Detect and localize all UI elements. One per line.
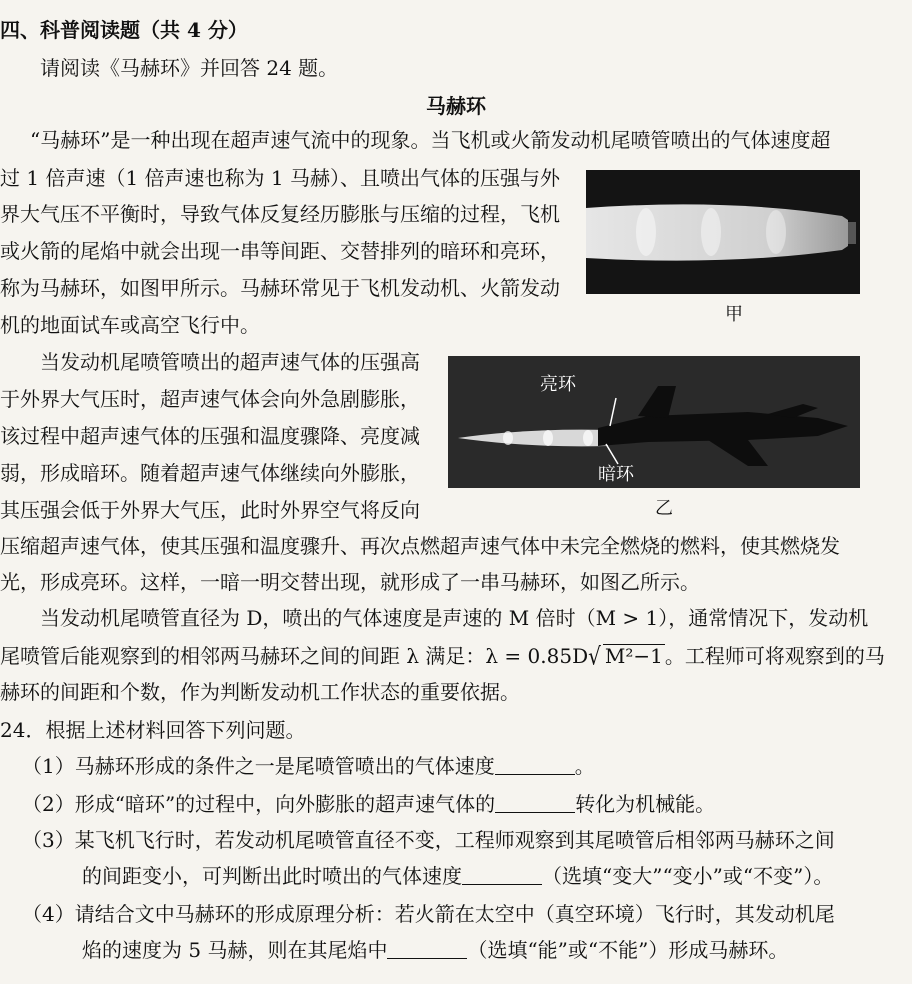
answer-blank-1[interactable] [495, 756, 575, 775]
question-3-options: （选填“变大”“变小”或“不变”）。 [542, 864, 834, 888]
paragraph-line: 于外界大气压时，超声速气体会向外急剧膨胀， [0, 387, 420, 411]
paragraph-line: 赫环的间距和个数，作为判断发动机工作状态的重要依据。 [0, 680, 520, 704]
question-3-line-1: （3）某飞机飞行时，若发动机尾喷管直径不变，工程师观察到其尾喷管后相邻两马赫环之间 [22, 828, 835, 852]
exhaust-plume-graphic [586, 170, 860, 294]
paragraph-line: 界大气压不平衡时，导致气体反复经历膨胀与压缩的过程，飞机 [0, 202, 560, 226]
section-title: 四、科普阅读题（共 4 分） [0, 18, 248, 42]
question-2 [22, 790, 715, 818]
figure-yi-caption: 乙 [655, 498, 673, 519]
paragraph-line: 过 1 倍声速（1 倍声速也称为 1 马赫）、且喷出气体的压强与外 [0, 166, 560, 190]
answer-blank-3[interactable] [462, 866, 542, 885]
formula-sqrt-content: M²−1 [604, 644, 663, 668]
question-stem: 24．根据上述材料回答下列问题。 [0, 718, 306, 742]
formula-text-post: 。工程师可将观察到的马 [664, 644, 885, 668]
formula-text-pre: 尾喷管后能观察到的相邻两马赫环之间的间距 λ 满足：λ = 0.85D [0, 644, 589, 668]
paragraph-line: “马赫环”是一种出现在超声速气流中的现象。当飞机或火箭发动机尾喷管喷出的气体速度超 [30, 128, 831, 152]
question-1-end: 。 [574, 754, 595, 778]
question-3-text: 的间距变小，可判断出此时喷出的气体速度 [82, 864, 462, 888]
question-2-text: （2）形成“暗环”的过程中，向外膨胀的超声速气体的 [22, 792, 496, 816]
paragraph-line: 当发动机尾喷管直径为 D，喷出的气体速度是声速的 M 倍时（M > 1），通常情况下，发动机 [40, 606, 869, 630]
question-1-text: （1）马赫环形成的条件之一是尾喷管喷出的气体速度 [22, 754, 495, 778]
question-4-line-1: （4）请结合文中马赫环的形成原理分析：若火箭在太空中（真空环境）飞行时，其发动机尾 [22, 902, 835, 926]
paragraph-line: 当发动机尾喷管喷出的超声速气体的压强高 [40, 350, 420, 374]
section-instruction: 请阅读《马赫环》并回答 24 题。 [40, 56, 339, 80]
article-title: 马赫环 [426, 94, 486, 118]
question-1 [22, 752, 595, 780]
dark-ring-label: 暗环 [598, 464, 634, 485]
paragraph-line: 或火箭的尾焰中就会出现一串等间距、交替排列的暗环和亮环， [0, 239, 560, 263]
question-4-line-2 [82, 936, 788, 964]
question-4-options: （选填“能”或“不能”）形成马赫环。 [467, 938, 789, 962]
figure-yi-jet-photo [448, 356, 860, 488]
answer-blank-4[interactable] [387, 940, 467, 959]
question-2-end: 转化为机械能。 [575, 792, 716, 816]
figure-jia-mach-rings-photo [586, 170, 860, 294]
sqrt-sign: √ [588, 641, 601, 671]
paragraph-line: 光，形成亮环。这样，一暗一明交替出现，就形成了一串马赫环，如图乙所示。 [0, 570, 700, 594]
jet-with-mach-rings-graphic [448, 356, 860, 488]
paragraph-line: 该过程中超声速气体的压强和温度骤降、亮度减 [0, 424, 420, 448]
formula-line [0, 642, 885, 670]
paragraph-line: 机的地面试车或高空飞行中。 [0, 313, 260, 337]
question-3-line-2 [82, 862, 833, 890]
answer-blank-2[interactable] [495, 794, 575, 813]
paragraph-line: 称为马赫环，如图甲所示。马赫环常见于飞机发动机、火箭发动 [0, 276, 560, 300]
paragraph-line: 弱，形成暗环。随着超声速气体继续向外膨胀， [0, 461, 420, 485]
paragraph-line: 压缩超声速气体，使其压强和温度骤升、再次点燃超声速气体中未完全燃烧的燃料，使其燃烧发 [0, 534, 840, 558]
bright-ring-label: 亮环 [540, 374, 576, 395]
figure-jia-caption: 甲 [725, 304, 743, 325]
paragraph-line: 其压强会低于外界大气压，此时外界空气将反向 [0, 498, 420, 522]
question-4-text: 焰的速度为 5 马赫，则在其尾焰中 [82, 938, 388, 962]
